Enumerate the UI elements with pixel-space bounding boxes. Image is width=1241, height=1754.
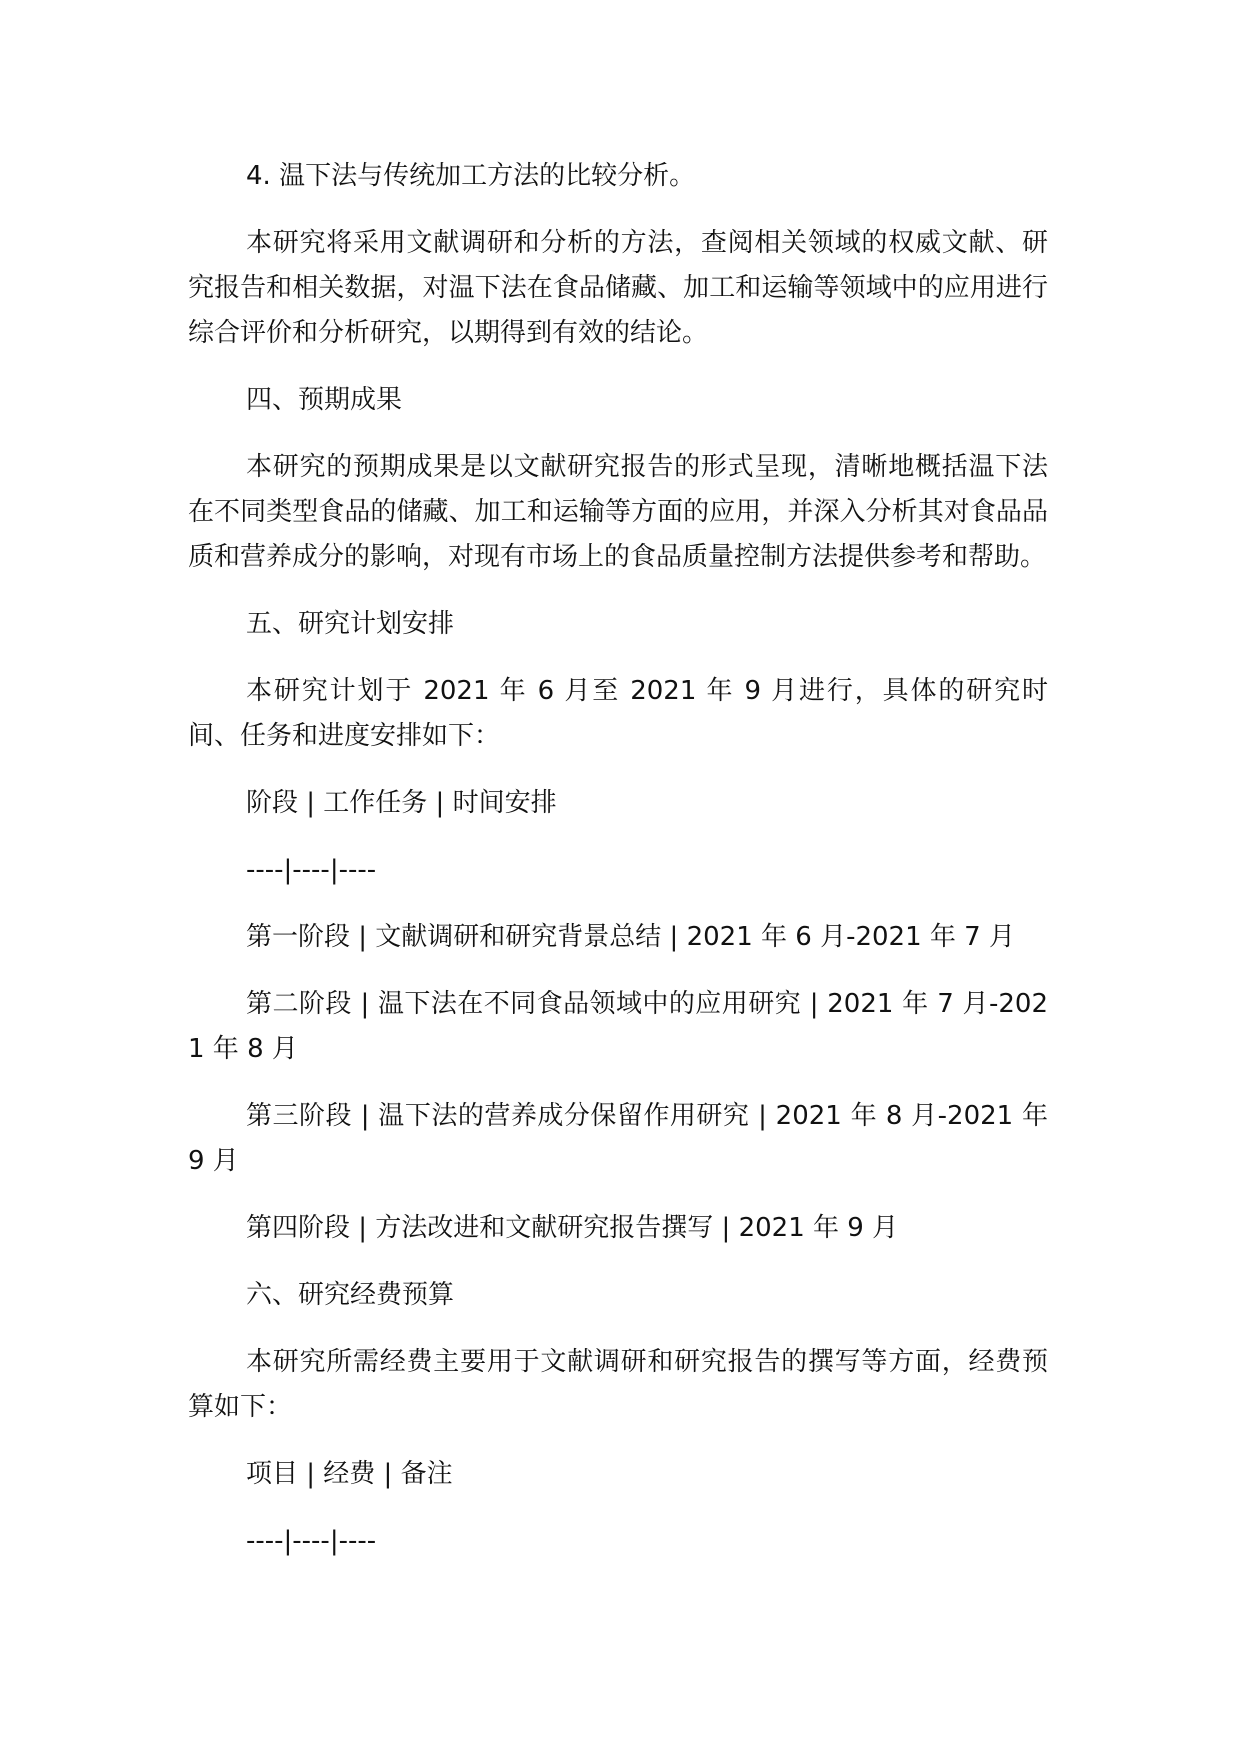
paragraph-budget: 本研究所需经费主要用于文献调研和研究报告的撰写等方面，经费预算如下： xyxy=(188,1347,1048,1422)
paragraph-expected-results: 本研究的预期成果是以文献研究报告的形式呈现，清晰地概括温下法在不同类型食品的储藏、加工和运输等方面的应用，并深入分析其对食品品质和营养成分的影响，对现有市场上的食品质量控制方法提供参考和帮助。 xyxy=(188,452,1048,572)
document-body xyxy=(188,154,1048,1580)
heading-research-plan: 五、研究计划安排 xyxy=(246,609,455,639)
schedule-row-stage-2: 第二阶段 | 温下法在不同食品领域中的应用研究 | 2021 年 7 月-2021 年 8 月 xyxy=(188,989,1048,1064)
schedule-row-stage-3: 第三阶段 | 温下法的营养成分保留作用研究 | 2021 年 8 月-2021 年 9 月 xyxy=(188,1101,1048,1176)
schedule-row-stage-4: 第四阶段 | 方法改进和文献研究报告撰写 | 2021 年 9 月 xyxy=(246,1213,899,1243)
heading-budget: 六、研究经费预算 xyxy=(246,1280,455,1310)
paragraph-research-plan: 本研究计划于 2021 年 6 月至 2021 年 9 月进行，具体的研究时间、任务和进度安排如下： xyxy=(188,676,1048,751)
schedule-row-stage-1: 第一阶段 | 文献调研和研究背景总结 | 2021 年 6 月-2021 年 7 月 xyxy=(246,922,1015,952)
paragraph-method: 本研究将采用文献调研和分析的方法，查阅相关领域的权威文献、研究报告和相关数据，对温下法在食品储藏、加工和运输等领域中的应用进行综合评价和分析研究，以期得到有效的结论。 xyxy=(188,228,1048,348)
paragraph-comparison-item: 4. 温下法与传统加工方法的比较分析。 xyxy=(246,161,696,191)
heading-expected-results: 四、预期成果 xyxy=(246,385,403,415)
table-header-budget: 项目 | 经费 | 备注 xyxy=(246,1459,453,1489)
table-divider-schedule: ----|----|---- xyxy=(246,855,377,885)
table-divider-budget: ----|----|---- xyxy=(246,1526,377,1556)
table-header-schedule: 阶段 | 工作任务 | 时间安排 xyxy=(246,788,557,818)
